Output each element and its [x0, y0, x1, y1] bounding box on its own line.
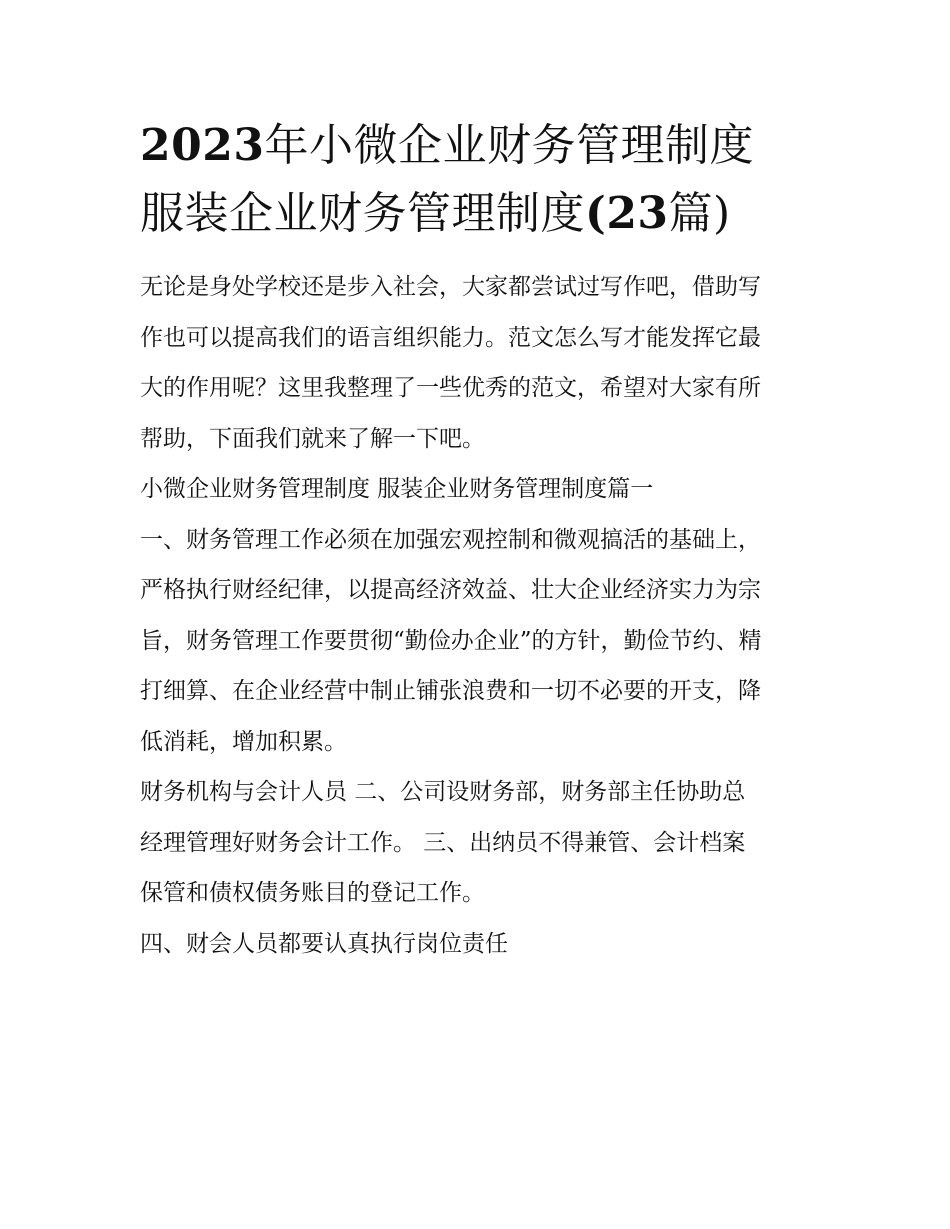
- body-line: 打细算、在企业经营中制止铺张浪费和一切不必要的开支，降: [140, 678, 761, 704]
- body-line: 无论是身处学校还是步入社会，大家都尝试过写作吧，借助写: [140, 274, 761, 300]
- body-line: 帮助，下面我们就来了解一下吧。: [140, 425, 485, 452]
- section-heading: 小微企业财务管理制度 服装企业财务管理制度篇一: [140, 476, 654, 502]
- body-line: 四、财会人员都要认真执行岗位责任: [140, 930, 508, 957]
- document-body: [140, 262, 812, 969]
- body-line: 低消耗，增加积累。: [140, 728, 347, 755]
- title-line-2-tail: 篇): [668, 188, 731, 239]
- title-count: (23: [585, 188, 669, 239]
- title-line-1: [140, 112, 812, 180]
- title-line-2-text: 服装企业财务管理制度: [140, 188, 585, 239]
- title-year: 2023: [140, 120, 265, 171]
- document-title: [140, 112, 812, 248]
- body-line: 作也可以提高我们的语言组织能力。范文怎么写才能发挥它最: [140, 324, 761, 351]
- body-line: 一、财务管理工作必须在加强宏观控制和微观搞活的基础上，: [140, 526, 761, 553]
- title-line-1-text: 年小微企业财务管理制度: [264, 120, 754, 171]
- body-line: 经理管理好财务会计工作。 三、出纳员不得兼管、会计档案: [140, 829, 746, 856]
- body-line: 严格执行财经纪律，以提高经济效益、壮大企业经济实力为宗: [140, 577, 761, 603]
- document-page: [140, 112, 812, 969]
- body-line: 大的作用呢？这里我整理了一些优秀的范文，希望对大家有所: [140, 375, 761, 401]
- body-line: 旨，财务管理工作要贯彻“勤俭办企业”的方针，勤俭节约、精: [140, 627, 762, 654]
- body-line: 财务机构与会计人员 二、公司设财务部，财务部主任协助总: [140, 779, 746, 805]
- title-line-2: [140, 180, 812, 248]
- body-line: 保管和债权债务账目的登记工作。: [140, 880, 485, 906]
